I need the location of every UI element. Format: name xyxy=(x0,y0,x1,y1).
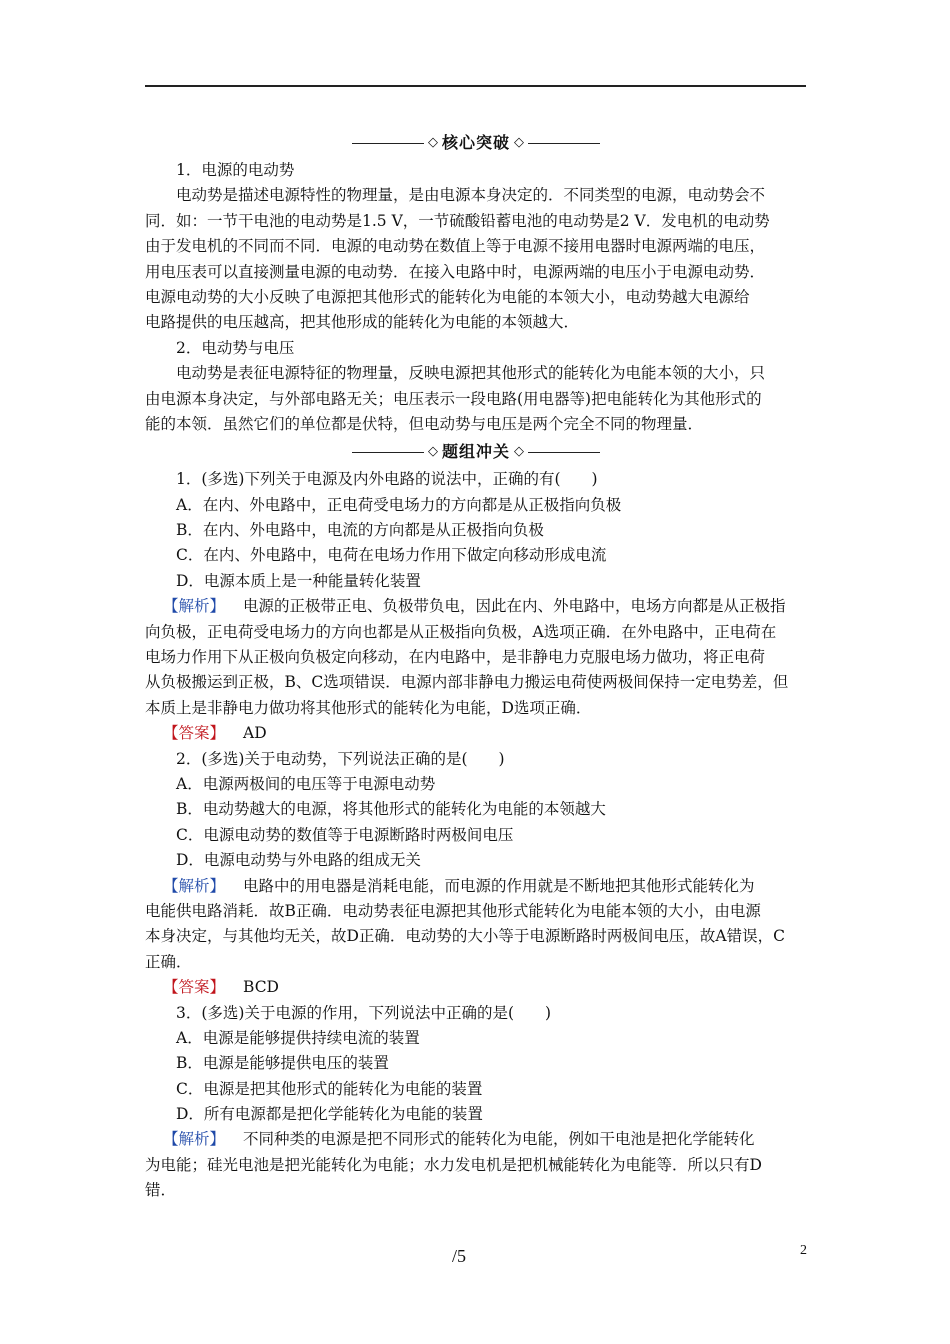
page-number: 2 xyxy=(800,1243,807,1258)
question-1-option-d: D．电源本质上是一种能量转化装置 xyxy=(176,571,421,590)
heading-rule-right xyxy=(528,143,600,144)
page-content xyxy=(145,128,807,1204)
diamond-icon: ◇ xyxy=(514,444,524,460)
question-2-option-a: A．电源两极间的电压等于电源电动势 xyxy=(176,774,436,793)
question-3-option-a: A．电源是能够提供持续电流的装置 xyxy=(176,1028,420,1047)
answer-tag: 【答案】 xyxy=(163,724,226,743)
core-paragraph-line: 电动势是表征电源特征的物理量，反映电源把其他形式的能转化为电能本领的大小，只 xyxy=(176,364,766,383)
analysis-tag: 【解析】 xyxy=(163,597,226,616)
analysis-text: 不同种类的电源是把不同形式的能转化为电能，例如干电池是把化学能转化 xyxy=(243,1130,755,1149)
question-1-answer xyxy=(145,721,807,746)
core-paragraph-line: 电动势是描述电源特性的物理量，是由电源本身决定的．不同类型的电源，电动势会不 xyxy=(176,186,766,205)
question-2-option-b: B．电动势越大的电源，将其他形式的能转化为电能的本领越大 xyxy=(176,800,606,819)
question-2-option-d: D．电源电动势与外电路的组成无关 xyxy=(176,851,421,870)
heading-rule-left xyxy=(352,143,424,144)
question-1-option-a: A．在内、外电路中，正电荷受电场力的方向都是从正极指向负极 xyxy=(176,495,622,514)
analysis-line: 错． xyxy=(145,1181,177,1200)
question-2-analysis xyxy=(145,874,807,899)
core-paragraph-line: 电源电动势的大小反映了电源把其他形式的能转化为电能的本领大小，电动势越大电源给 xyxy=(145,287,750,306)
analysis-line: 正确． xyxy=(145,952,192,971)
diamond-icon: ◇ xyxy=(427,135,438,150)
answer-tag: 【答案】 xyxy=(163,978,226,997)
question-1-option-c: C．在内、外电路中，电荷在电场力作用下做定向移动形成电流 xyxy=(176,546,607,565)
diamond-icon: ◇ xyxy=(514,135,524,150)
heading-rule-left xyxy=(352,452,424,453)
analysis-line: 本质上是非静电力做功将其他形式的能转化为电能，D选项正确． xyxy=(145,698,592,717)
analysis-line: 电场力作用下从正极向负极定向移动，在内电路中，是非静电力克服电场力做功，将正电荷 xyxy=(145,648,766,667)
analysis-tag: 【解析】 xyxy=(163,1130,226,1149)
core-paragraph-line: 同．如：一节干电池的电动势是1.5 V，一节硫酸铅蓄电池的电动势是2 V．发电机的电动势 xyxy=(145,211,770,230)
analysis-line: 本身决定，与其他均无关，故D正确．电动势的大小等于电源断路时两极间电压，故A错误，C xyxy=(145,927,785,946)
core-paragraph-line: 由于发电机的不同而不同．电源的电动势在数值上等于电源不接用电器时电源两端的电压， xyxy=(145,237,766,256)
answer-value: BCD xyxy=(243,978,279,997)
analysis-line: 向负极，正电荷受电场力的方向也都是从正极指向负极，A选项正确．在外电路中，正电荷在 xyxy=(145,622,777,641)
question-1-option-b: B．在内、外电路中，电流的方向都是从正极指向负极 xyxy=(176,521,544,540)
core-paragraph-line: 能的本领．虽然它们的单位都是伏特，但电动势与电压是两个完全不同的物理量． xyxy=(145,414,704,433)
question-3-option-b: B．电源是能够提供电压的装置 xyxy=(176,1054,389,1073)
core-paragraph-line: 由电源本身决定，与外部电路无关；电压表示一段电路(用电器等)把电能转化为其他形式的 xyxy=(145,389,762,408)
analysis-tag: 【解析】 xyxy=(163,876,226,895)
answer-value: AD xyxy=(243,724,267,743)
question-3-option-c: C．电源是把其他形式的能转化为电能的装置 xyxy=(176,1079,483,1098)
header-rule xyxy=(145,85,806,87)
section-title-exercises: 题组冲关 xyxy=(441,442,510,462)
question-2-answer xyxy=(145,975,807,1000)
analysis-line: 从负极搬运到正极，B、C选项错误．电源内部非静电力搬运电荷使两极间保持一定电势差，但 xyxy=(145,673,789,692)
question-1-stem: 1．(多选)下列关于电源及内外电路的说法中，正确的有( ) xyxy=(176,470,598,489)
question-2-option-c: C．电源电动势的数值等于电源断路时两极间电压 xyxy=(176,825,514,844)
core-subheading-emf: 1．电源的电动势 xyxy=(176,161,295,179)
analysis-text: 电源的正极带正电、负极带负电，因此在内、外电路中，电场方向都是从正极指 xyxy=(243,597,786,616)
analysis-text: 电路中的用电器是消耗电能，而电源的作用就是不断地把其他形式能转化为 xyxy=(243,876,755,895)
page-total: /5 xyxy=(452,1246,467,1266)
section-heading-core xyxy=(145,128,807,158)
diamond-icon: ◇ xyxy=(427,444,438,460)
question-3-analysis xyxy=(145,1127,807,1152)
analysis-line: 为电能；硅光电池是把光能转化为电能；水力发电机是把机械能转化为电能等．所以只有D xyxy=(145,1155,762,1174)
core-paragraph-line: 电路提供的电压越高，把其他形成的能转化为电能的本领越大． xyxy=(145,313,580,332)
question-3-stem: 3．(多选)关于电源的作用，下列说法中正确的是( ) xyxy=(176,1003,552,1022)
analysis-line: 电能供电路消耗．故B正确．电动势表征电源把其他形式能转化为电能本领的大小，由电源 xyxy=(145,901,761,920)
section-heading-exercises xyxy=(145,437,807,467)
question-1-analysis xyxy=(145,594,807,619)
question-2-stem: 2．(多选)关于电动势，下列说法正确的是( ) xyxy=(176,749,505,768)
core-paragraph-line: 用电压表可以直接测量电源的电动势．在接入电路中时，电源两端的电压小于电源电动势． xyxy=(145,262,766,281)
core-subheading-emf-voltage: 2．电动势与电压 xyxy=(176,338,295,357)
section-title-core: 核心突破 xyxy=(441,133,510,152)
heading-rule-right xyxy=(528,452,600,453)
question-3-option-d: D．所有电源都是把化学能转化为电能的装置 xyxy=(176,1105,483,1124)
